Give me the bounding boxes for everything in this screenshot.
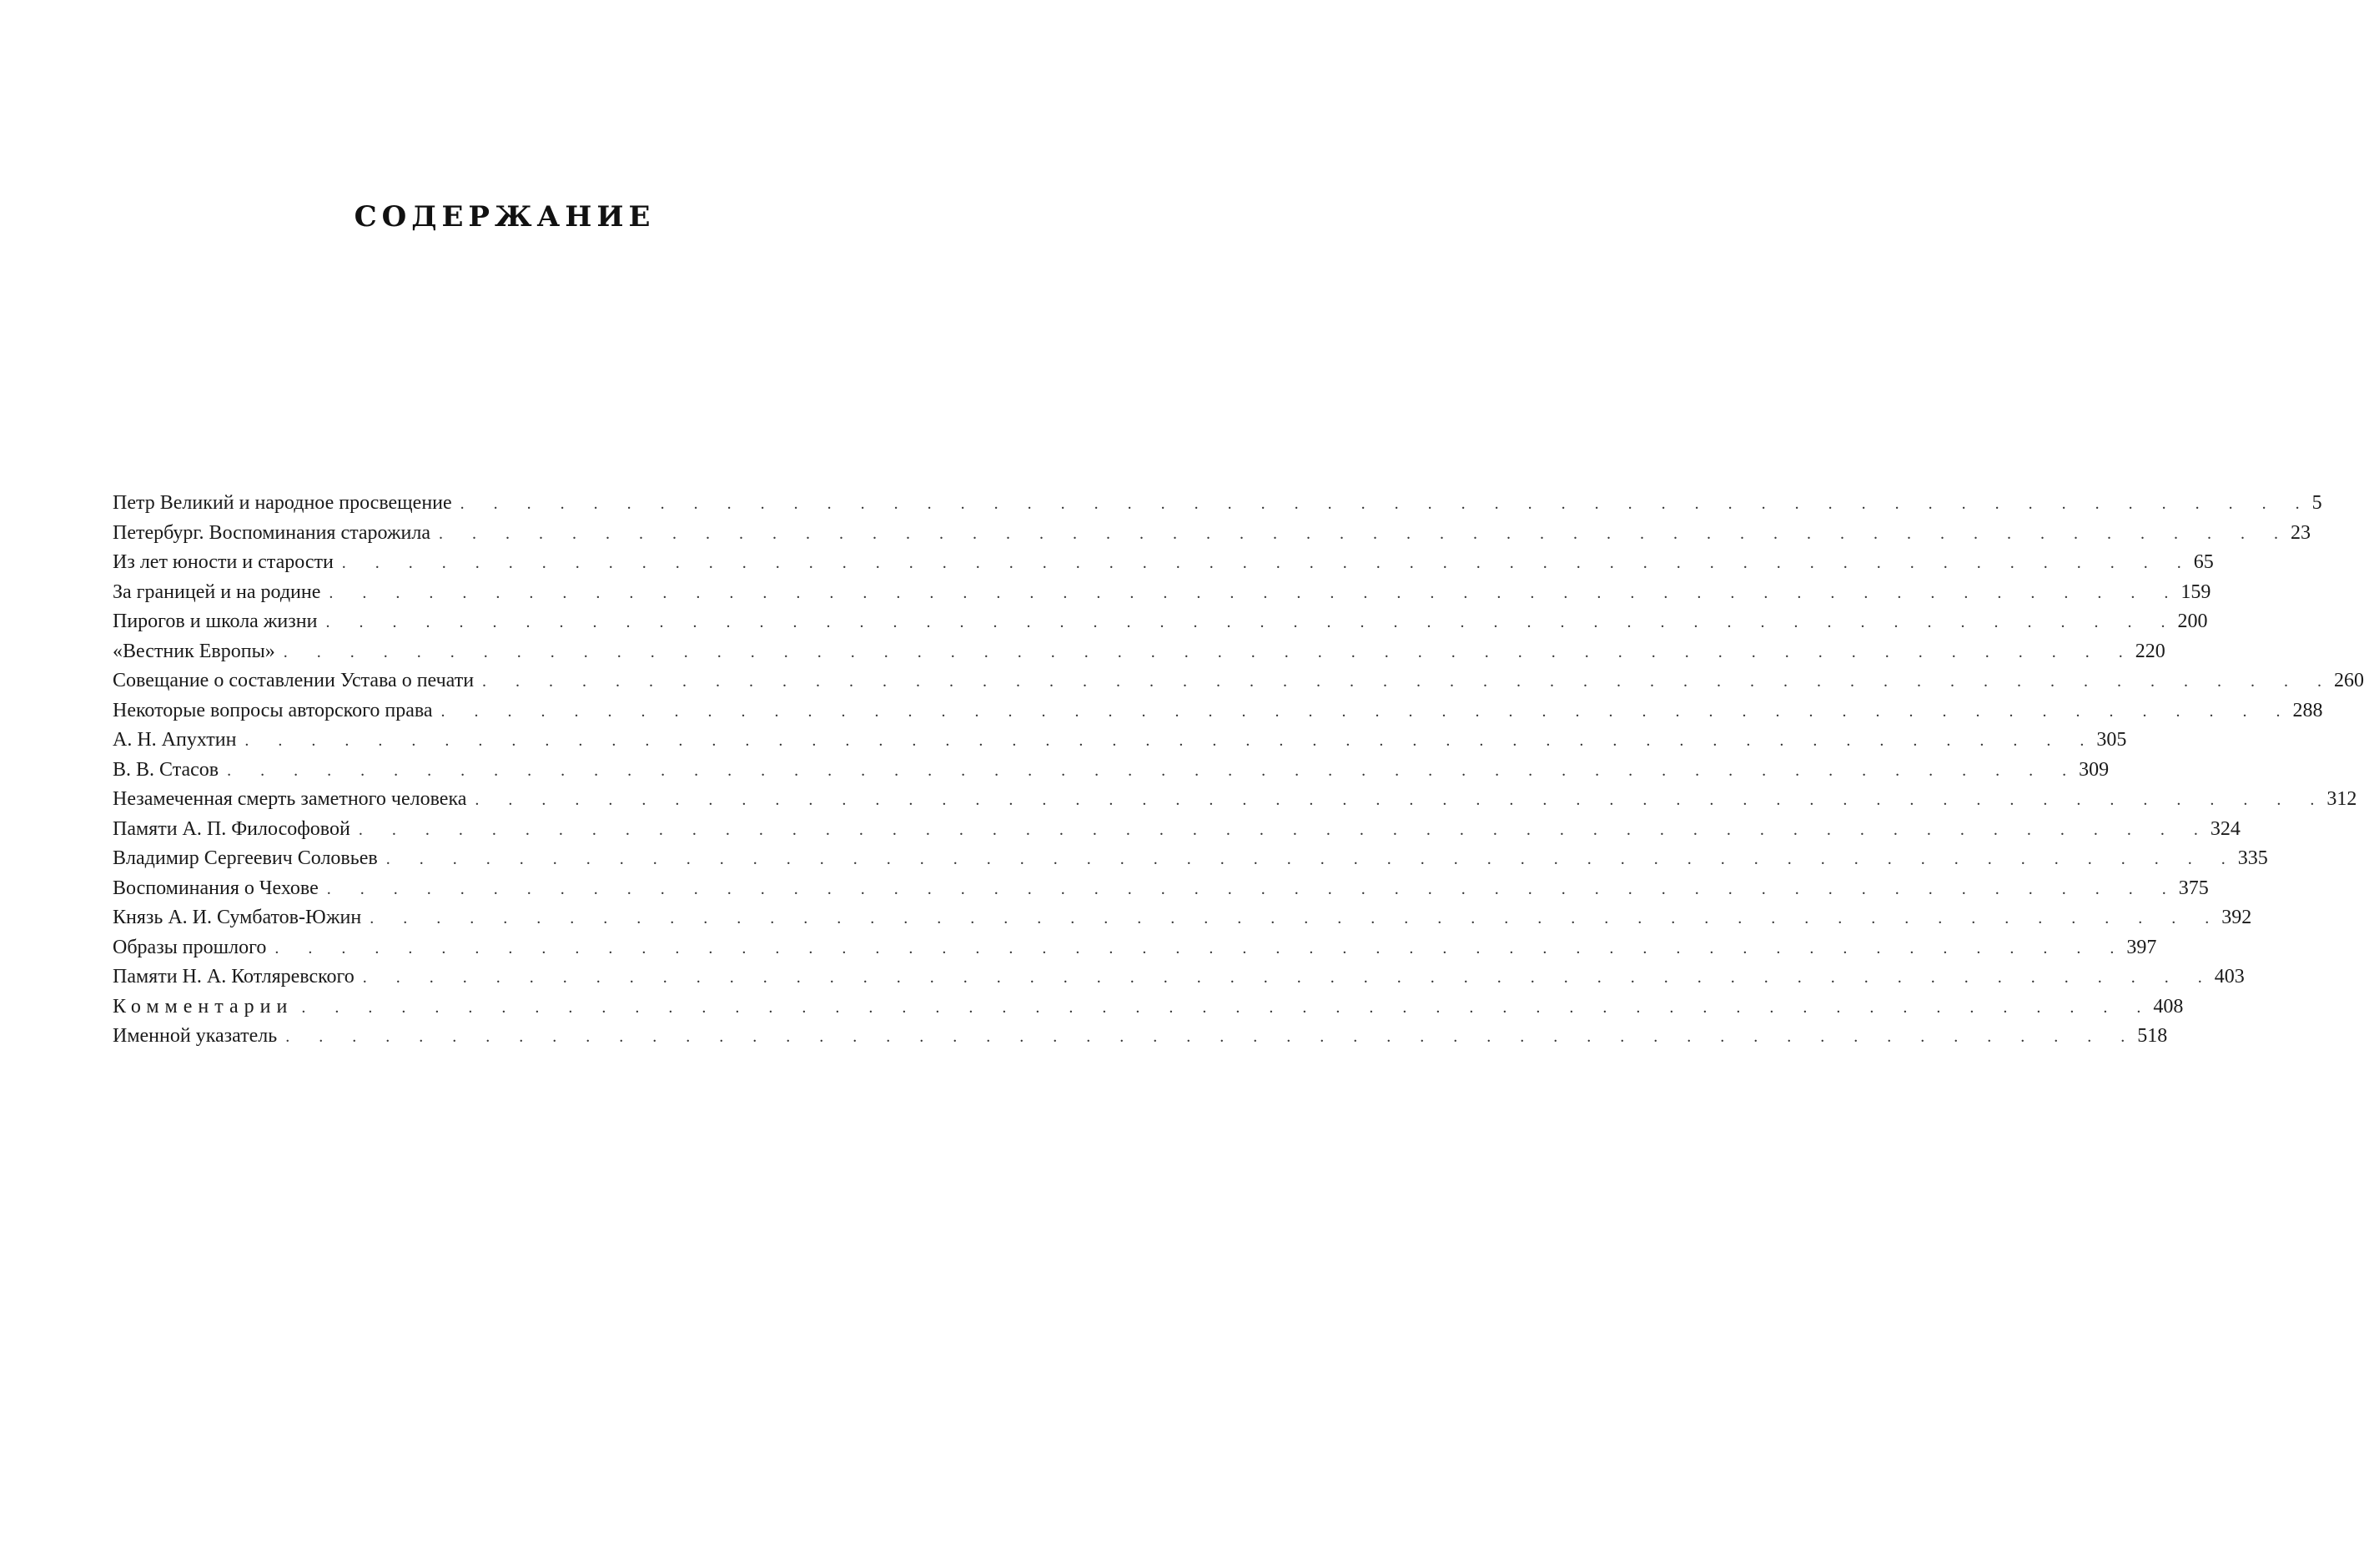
toc-dot-leader: . . . . . . . . . . . . . . . . . . . . . . . . . . . . . . . . . . . . . . . . . . . . . . . . . . . . . . . . xyxy=(460,495,2312,513)
toc-entry-page-number: 220 xyxy=(2135,640,2165,662)
table-of-contents xyxy=(113,489,2364,1052)
toc-dot-leader: . . . . . . . . . . . . . . . . . . . . . . . . . . . . . . . . . . . . . . . . . . . . . . . . . . . . . . . . xyxy=(370,909,2222,927)
toc-entry-title: Образы прошлого xyxy=(113,936,267,958)
toc-entry xyxy=(113,756,2110,786)
toc-entry xyxy=(113,607,2208,637)
toc-entry xyxy=(113,548,2214,578)
page-title: СОДЕРЖАНИЕ xyxy=(354,200,656,234)
toc-dot-leader: . . . . . . . . . . . . . . . . . . . . . . . . . . . . . . . . . . . . . . . . . . . . . . . . . . . . . . . . xyxy=(326,879,2179,898)
toc-entry-title: Князь А. И. Сумбатов-Южин xyxy=(113,907,362,928)
toc-entry-page-number: 397 xyxy=(2126,936,2157,958)
toc-dot-leader: . . . . . . . . . . . . . . . . . . . . . . . . . . . . . . . . . . . . . . . . . . . . . . . . . . . . . . . . xyxy=(227,761,2080,780)
toc-entry xyxy=(113,874,2209,904)
toc-entry xyxy=(113,1022,2168,1052)
toc-entry-title: «Вестник Европы» xyxy=(113,640,275,662)
toc-entry xyxy=(113,578,2211,608)
toc-entry-title: Воспоминания о Чехове xyxy=(113,877,319,899)
toc-dot-leader: . . . . . . . . . . . . . . . . . . . . . . . . . . . . . . . . . . . . . . . . . . . . . . . . . . . . . . . . xyxy=(283,642,2135,661)
toc-entry-title: Незамеченная смерть заметного человека xyxy=(113,788,467,810)
toc-entry-page-number: 159 xyxy=(2180,580,2211,603)
toc-entry-page-number: 23 xyxy=(2291,521,2311,544)
toc-dot-leader: . . . . . . . . . . . . . . . . . . . . . . . . . . . . . . . . . . . . . . . . . . . . . . . . . . . . . . . . xyxy=(341,554,2194,572)
toc-dot-leader: . . . . . . . . . . . . . . . . . . . . . . . . . . . . . . . . . . . . . . . . . . . . . . . . . . . . . . . . xyxy=(385,850,2238,868)
toc-entry-title: Именной указатель xyxy=(113,1025,278,1047)
toc-entry xyxy=(113,696,2323,726)
toc-entry-page-number: 392 xyxy=(2221,907,2252,928)
toc-entry xyxy=(113,666,2364,696)
toc-entry xyxy=(113,903,2252,933)
toc-dot-leader: . . . . . . . . . . . . . . . . . . . . . . . . . . . . . . . . . . . . . . . . . . . . . . . . . . . . . . . . xyxy=(440,701,2293,721)
toc-dot-leader: . . . . . . . . . . . . . . . . . . . . . . . . . . . . . . . . . . . . . . . . . . . . . . . . . . . . . . . . xyxy=(301,998,2154,1017)
toc-dot-leader: . . . . . . . . . . . . . . . . . . . . . . . . . . . . . . . . . . . . . . . . . . . . . . . . . . . . . . . . xyxy=(274,938,2127,957)
toc-entry-title: За границей и на родине xyxy=(113,580,321,603)
toc-dot-leader: . . . . . . . . . . . . . . . . . . . . . . . . . . . . . . . . . . . . . . . . . . . . . . . . . . . . . . . . xyxy=(285,1028,2138,1046)
toc-entry-title: Владимир Сергеевич Соловьев xyxy=(113,847,378,869)
toc-entry-page-number: 65 xyxy=(2193,551,2214,573)
toc-dot-leader: . . . . . . . . . . . . . . . . . . . . . . . . . . . . . . . . . . . . . . . . . . . . . . . . . . . . . . . . xyxy=(325,613,2178,631)
toc-entry-title: Комментарии xyxy=(113,995,294,1018)
toc-entry-page-number: 324 xyxy=(2210,817,2241,840)
toc-entry xyxy=(113,489,2322,519)
toc-entry-page-number: 260 xyxy=(2334,670,2364,691)
toc-entry-page-number: 200 xyxy=(2177,611,2208,632)
toc-entry xyxy=(113,933,2157,963)
toc-entry-title: Некоторые вопросы авторского права xyxy=(113,699,433,721)
toc-entry xyxy=(113,815,2241,845)
toc-entry xyxy=(113,637,2165,667)
toc-dot-leader: . . . . . . . . . . . . . . . . . . . . . . . . . . . . . . . . . . . . . . . . . . . . . . . . . . . . . . . . xyxy=(482,672,2335,691)
toc-entry-page-number: 375 xyxy=(2178,877,2209,899)
toc-entry-title: Петр Великий и народное просвещение xyxy=(113,492,452,514)
toc-entry xyxy=(113,962,2245,993)
toc-dot-leader: . . . . . . . . . . . . . . . . . . . . . . . . . . . . . . . . . . . . . . . . . . . . . . . . . . . . . . . . xyxy=(329,583,2181,602)
toc-entry-page-number: 518 xyxy=(2137,1025,2168,1047)
toc-dot-leader: . . . . . . . . . . . . . . . . . . . . . . . . . . . . . . . . . . . . . . . . . . . . . . . . . . . . . . . . xyxy=(362,968,2215,987)
toc-entry-page-number: 335 xyxy=(2237,847,2268,869)
toc-entry-title: Памяти А. П. Философовой xyxy=(113,817,350,840)
toc-entry-title: Памяти Н. А. Котляревского xyxy=(113,966,355,988)
toc-entry-page-number: 403 xyxy=(2214,966,2245,988)
toc-entry-title: А. Н. Апухтин xyxy=(113,729,237,751)
toc-entry-page-number: 5 xyxy=(2311,492,2322,514)
toc-entry-title: Пирогов и школа жизни xyxy=(113,611,318,632)
toc-entry-title: Из лет юности и старости xyxy=(113,551,334,573)
toc-dot-leader: . . . . . . . . . . . . . . . . . . . . . . . . . . . . . . . . . . . . . . . . . . . . . . . . . . . . . . . . xyxy=(358,820,2211,839)
toc-entry xyxy=(113,726,2127,756)
toc-entry-title: В. В. Стасов xyxy=(113,758,219,781)
toc-entry xyxy=(113,844,2268,874)
toc-entry-title: Совещание о составлении Устава о печати xyxy=(113,670,475,691)
toc-dot-leader: . . . . . . . . . . . . . . . . . . . . . . . . . . . . . . . . . . . . . . . . . . . . . . . . . . . . . . . . xyxy=(475,791,2327,809)
toc-entry-page-number: 305 xyxy=(2096,729,2127,751)
toc-entry-page-number: 408 xyxy=(2153,995,2184,1018)
toc-entry-title: Петербург. Воспоминания старожила xyxy=(113,521,430,544)
toc-entry-page-number: 312 xyxy=(2326,788,2357,810)
toc-entry xyxy=(113,993,2184,1023)
toc-dot-leader: . . . . . . . . . . . . . . . . . . . . . . . . . . . . . . . . . . . . . . . . . . . . . . . . . . . . . . . . xyxy=(244,731,2097,750)
toc-entry xyxy=(113,785,2357,815)
toc-entry-page-number: 288 xyxy=(2292,699,2323,721)
toc-entry xyxy=(113,519,2311,549)
toc-entry-page-number: 309 xyxy=(2079,758,2110,781)
toc-dot-leader: . . . . . . . . . . . . . . . . . . . . . . . . . . . . . . . . . . . . . . . . . . . . . . . . . . . . . . . . xyxy=(439,524,2291,543)
